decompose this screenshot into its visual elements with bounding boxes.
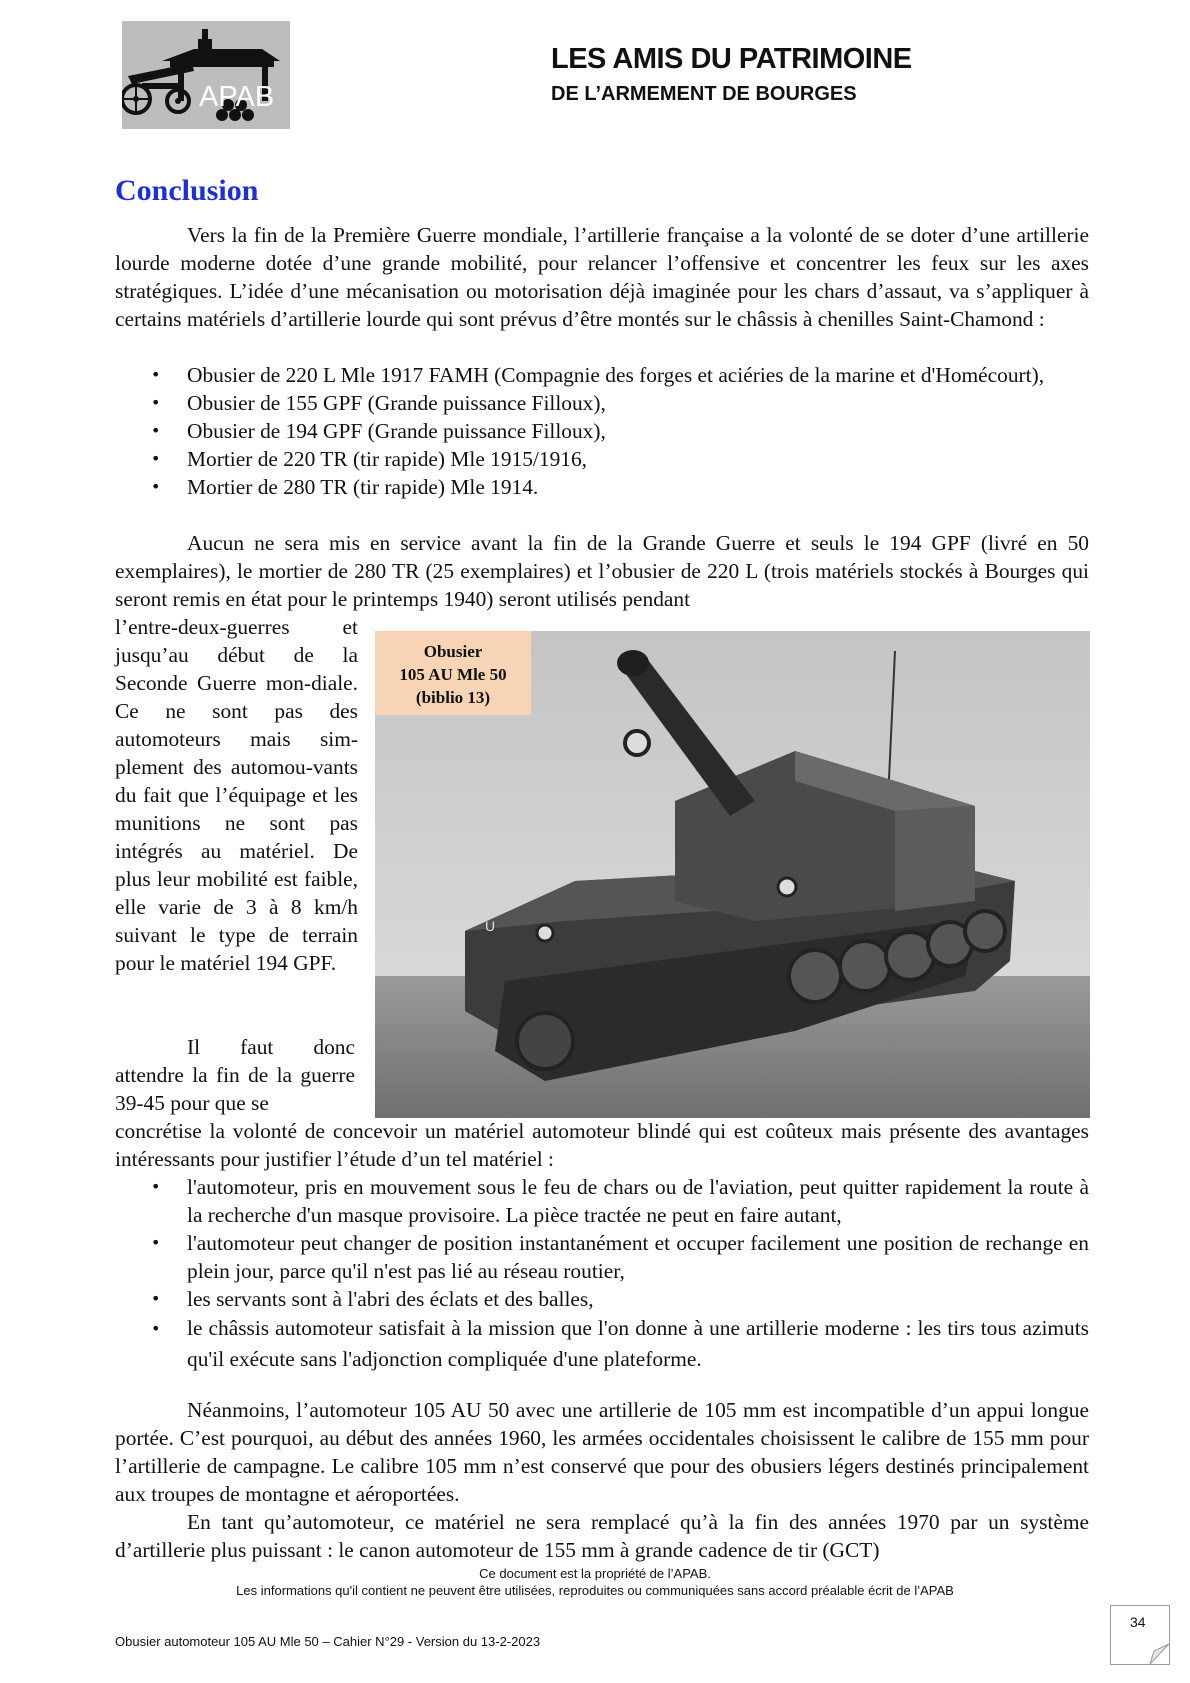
caption-line-3: (biblio 13) xyxy=(415,688,491,707)
caption-line-1: Obusier xyxy=(423,642,483,661)
header-subtitle: DE L’ARMEMENT DE BOURGES xyxy=(551,83,857,105)
paragraph-caliber: Néanmoins, l’automoteur 105 AU 50 avec une artillerie de 105 mm est incompatible d’un appui longue portée. C’est pourquoi, au début des années 1960, les armées occidentales choisissent le calibre de 155 mm pour l’artillerie de campagne. Le calibre 105 mm n’est conservé que pour des obusiers légers destinés principalement aux troupes de montagne et aéroportées. xyxy=(115,1398,1089,1506)
list-item: • Mortier de 220 TR (tir rapide) Mle 1915/1916, xyxy=(115,445,1089,473)
caption-line-2: 105 AU Mle 50 xyxy=(399,665,507,684)
paragraph-replacement: En tant qu’automoteur, ce matériel ne sera remplacé qu’à la fin des années 1970 par un système d’artillerie plus puissant : le canon automoteur de 155 mm à grande cadence de tir (GCT) xyxy=(115,1510,1089,1562)
paragraph-interwar-narrow: l’entre-deux-guerres et jusqu’au début de la Seconde Guerre mon-diale. Ce ne sont pas des automoteurs mais sim-plement des automou-vants du fait que l’équipage et les munitions ne sont pas intégrés au matériel. De plus leur mobilité est faible, elle varie de 3 à 8 km/h suivant le type de terrain pour le matériel 194 GPF. xyxy=(115,615,358,975)
list-item: • le châssis automoteur satisfait à la mission que l'on donne à une artillerie moderne : les tirs tous azimuts qu'il exécute sans l'adjonction compliquée d'une plateforme. xyxy=(115,1313,1089,1375)
paragraph-interwar-full: Aucun ne sera mis en service avant la fin de la Grande Guerre et seuls le 194 GPF (livré en 50 exemplaires), le mortier de 280 TR (25 exemplaires) et l’obusier de 220 L (trois matériels stockés à Bourges qui seront remis en état pour le printemps 1940) seront utilisés pendant xyxy=(115,531,1089,611)
paragraph-postwar-narrow: Il faut donc attendre la fin de la guerre 39-45 pour que se xyxy=(115,1035,355,1115)
paragraph-intro: Vers la fin de la Première Guerre mondiale, l’artillerie française a la volonté de se doter d’une artillerie lourde moderne dotée d’une grande mobilité, pour relancer l’offensive et concentrer les feux sur les axes stratégiques. L’idée d’une mécanisation ou motorisation déjà imaginée pour les chars d’assaut, va s’appliquer à certains matériels d’artillerie lourde qui sont prévus d’être montés sur le châssis à chenilles Saint-Chamond : xyxy=(115,223,1089,331)
list-item: • l'automoteur, pris en mouvement sous le feu de chars ou de l'aviation, peut quitter rapidement la route à la recherche d'un masque provisoire. La pièce tractée ne peut en faire autant, xyxy=(115,1173,1089,1229)
list-item: • Obusier de 155 GPF (Grande puissance Filloux), xyxy=(115,389,1089,417)
hull-mark-letter: U xyxy=(485,918,496,934)
list-item: • les servants sont à l'abri des éclats et des balles, xyxy=(115,1285,1089,1313)
paragraph-postwar-full: concrétise la volonté de concevoir un matériel automoteur blindé qui est coûteux mais présente des avantages intéressants pour justifier l’étude d’un tel matériel : xyxy=(115,1119,1089,1171)
header-title: LES AMIS DU PATRIMOINE xyxy=(551,43,912,75)
photo-caption xyxy=(375,631,531,715)
list-item: • l'automoteur peut changer de position instantanément et occuper facilement une position de rechange en plein jour, parce qu'il n'est pas lié au réseau routier, xyxy=(115,1229,1089,1285)
advantages-list xyxy=(115,1173,1089,1375)
logo-text: APAB xyxy=(199,81,275,113)
footer-ownership-notice: Ce document est la propriété de l’APAB. xyxy=(479,1566,711,1581)
list-item: • Obusier de 220 L Mle 1917 FAMH (Compagnie des forges et aciéries de la marine et d'Homécourt), xyxy=(115,361,1089,389)
page-number: 34 xyxy=(1130,1614,1146,1630)
section-title: Conclusion xyxy=(115,174,259,207)
apab-logo xyxy=(122,21,290,129)
howitzer-list xyxy=(115,361,1089,501)
footer-document-reference: Obusier automoteur 105 AU Mle 50 – Cahier N°29 - Version du 13-2-2023 xyxy=(115,1634,541,1649)
list-item: • Mortier de 280 TR (tir rapide) Mle 1914. xyxy=(115,473,1089,501)
page-curl-icon xyxy=(1148,1643,1170,1665)
footer-usage-notice: Les informations qu'il contient ne peuvent être utilisées, reproduites ou communiquées sans accord préalable écrit de l’APAB xyxy=(236,1583,954,1598)
list-item: • Obusier de 194 GPF (Grande puissance Filloux), xyxy=(115,417,1089,445)
